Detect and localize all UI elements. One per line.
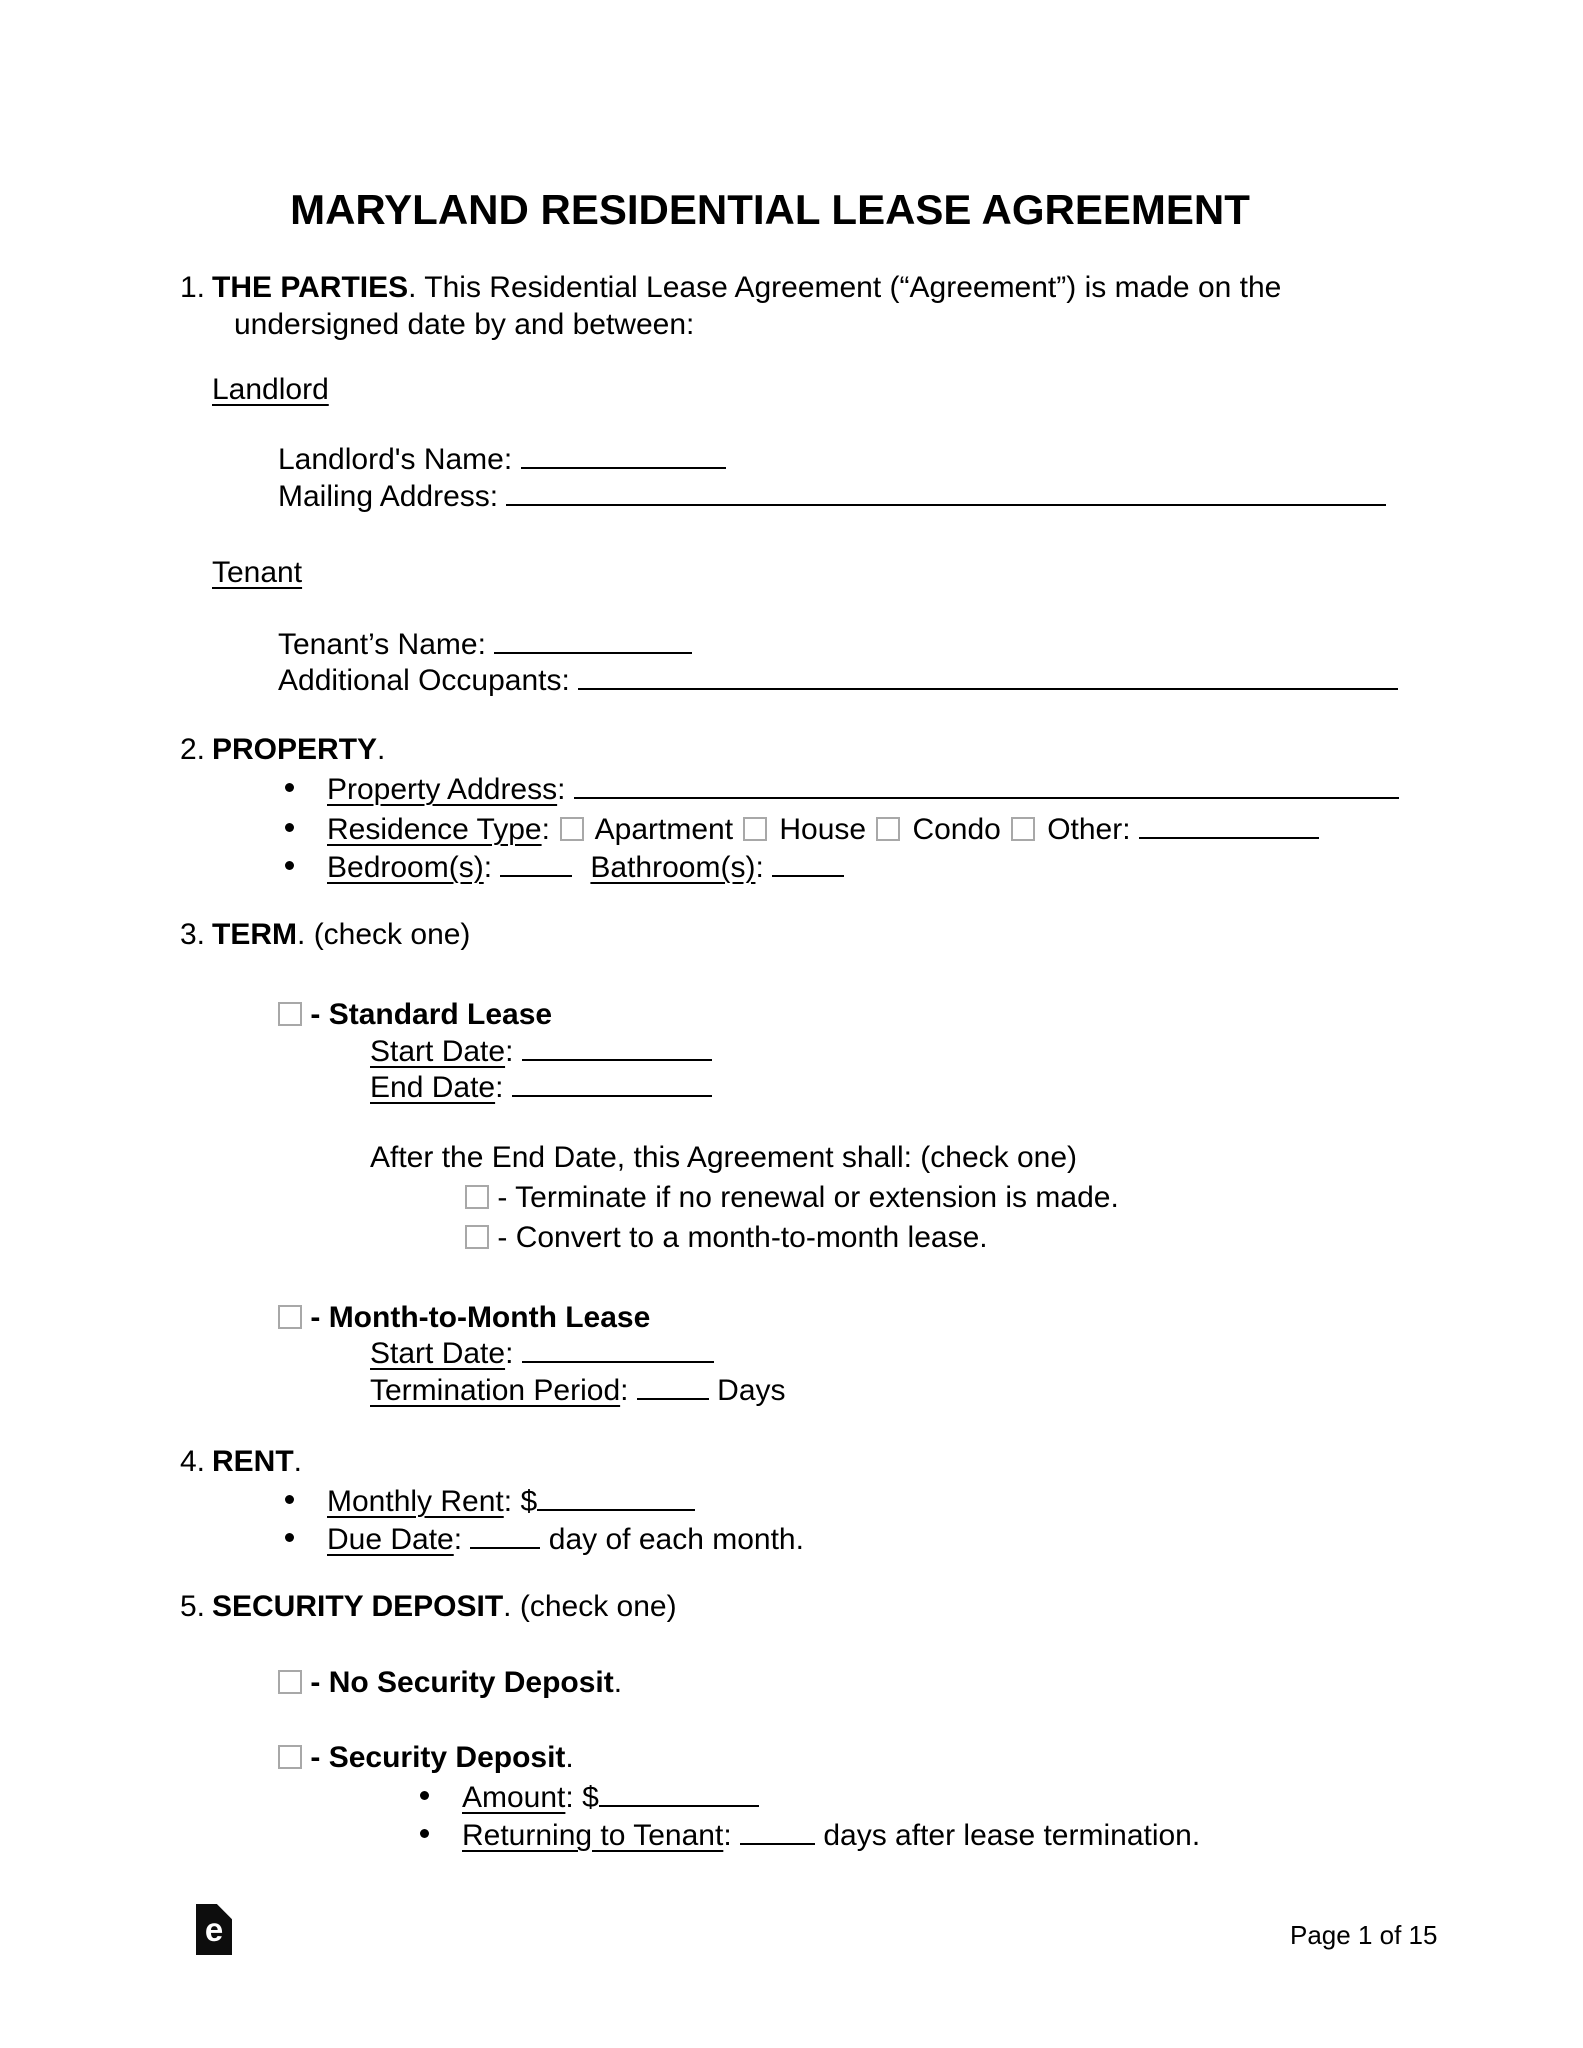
colon: : [453, 1523, 463, 1556]
condo-checkbox[interactable] [876, 817, 900, 841]
colon: : [477, 628, 486, 661]
parties-heading-row [180, 270, 1281, 306]
term-heading: TERM [212, 918, 297, 951]
terminate-option-row [465, 1180, 1119, 1216]
bullet-icon [420, 1829, 429, 1838]
security-deposit-label: Security Deposit [328, 1741, 566, 1774]
parties-heading: THE PARTIES [212, 271, 409, 304]
colon: : [503, 443, 513, 476]
returning-to-tenant-label: Returning to Tenant [462, 1819, 724, 1852]
bullet-icon [285, 1533, 294, 1542]
colon: : [1122, 813, 1131, 846]
standard-start-date-blank-field[interactable] [522, 1049, 712, 1061]
monthly-rent-label: Monthly Rent [327, 1485, 504, 1518]
term-heading-row [180, 917, 470, 953]
monthly-rent-blank-field[interactable] [537, 1499, 695, 1511]
no-security-deposit-checkbox[interactable] [278, 1670, 302, 1694]
term-heading-note: (check one) [313, 918, 471, 951]
eforms-logo [196, 1904, 232, 1955]
bullet-icon [285, 823, 294, 832]
landlord-address-row [278, 479, 1386, 515]
after-end-date-note: After the End Date, this Agreement shall: (check one) [370, 1141, 1078, 1174]
landlord-address-label: Mailing Address [278, 480, 490, 513]
rent-number: 4. [180, 1445, 206, 1478]
deposit-amount-row [420, 1780, 759, 1816]
landlord-heading: Landlord [212, 373, 329, 406]
condo-option-label: Condo [912, 813, 1001, 846]
colon: : [755, 851, 764, 884]
colon: : [503, 1485, 513, 1518]
bathrooms-label: Bathroom(s) [590, 851, 756, 884]
other-option-label: Other [1047, 813, 1123, 846]
security-deposit-checkbox[interactable] [278, 1745, 302, 1769]
term-number: 3. [180, 918, 206, 951]
tenant-name-label: Tenant’s Name [278, 628, 478, 661]
days-suffix: Days [717, 1374, 786, 1407]
standard-lease-row [278, 997, 552, 1033]
tenant-heading: Tenant [212, 556, 303, 589]
property-address-label: Property Address [327, 773, 558, 806]
m2m-start-date-row [370, 1336, 714, 1372]
property-address-blank-field[interactable] [574, 787, 1399, 799]
standard-lease-label: Standard Lease [328, 998, 553, 1031]
start-date-label: Start Date [370, 1035, 506, 1068]
convert-option-label: Convert to a month-to-month lease. [515, 1221, 988, 1254]
bathrooms-blank-field[interactable] [772, 865, 844, 877]
property-address-row [285, 772, 1399, 808]
colon: : [505, 1035, 514, 1068]
house-option-label: House [779, 813, 867, 846]
rent-heading: RENT [212, 1445, 294, 1478]
property-heading: PROPERTY [212, 733, 378, 766]
colon: : [483, 851, 493, 884]
residence-type-label: Residence Type [327, 813, 542, 846]
terminate-checkbox[interactable] [465, 1185, 489, 1209]
convert-option-row [465, 1220, 988, 1256]
deposit-heading-row [180, 1589, 677, 1625]
no-security-deposit-row [278, 1665, 622, 1701]
termination-period-label: Termination Period [370, 1374, 621, 1407]
additional-occupants-label: Additional Occupants [278, 664, 562, 697]
bullet-icon [285, 783, 294, 792]
period: . [293, 1445, 303, 1478]
termination-period-blank-field[interactable] [637, 1388, 709, 1400]
deposit-heading-note: (check one) [519, 1590, 677, 1623]
colon: : [541, 813, 550, 846]
tenant-heading-row [212, 555, 302, 591]
tenant-name-blank-field[interactable] [494, 642, 692, 654]
dash: - [497, 1221, 508, 1254]
deposit-heading: SECURITY DEPOSIT [212, 1590, 504, 1623]
standard-end-date-row [370, 1070, 712, 1106]
colon: : [489, 480, 499, 513]
period: . [297, 918, 306, 951]
end-date-label: End Date [370, 1071, 496, 1104]
dollar-sign: $ [520, 1485, 538, 1518]
bedrooms-bathrooms-row [285, 850, 844, 886]
colon: : [723, 1819, 732, 1852]
house-checkbox[interactable] [743, 817, 767, 841]
month-to-month-checkbox[interactable] [278, 1305, 302, 1329]
returning-to-tenant-row [420, 1818, 1200, 1854]
landlord-name-label: Landlord's Name [278, 443, 504, 476]
apartment-checkbox[interactable] [560, 817, 584, 841]
start-date-label: Start Date [370, 1337, 506, 1370]
standard-end-date-blank-field[interactable] [512, 1085, 712, 1097]
bullet-icon [285, 1495, 294, 1504]
due-date-row [285, 1522, 804, 1558]
apartment-option-label: Apartment [594, 813, 734, 846]
terminate-option-label: Terminate if no renewal or extension is made. [515, 1181, 1119, 1214]
dash: - [310, 1741, 321, 1774]
deposit-amount-blank-field[interactable] [599, 1795, 759, 1807]
period: . [377, 733, 386, 766]
page-number: Page 1 of 15 [1290, 1920, 1438, 1950]
tenant-name-row [278, 627, 692, 663]
m2m-start-date-blank-field[interactable] [522, 1351, 714, 1363]
parties-intro-line2: undersigned date by and between: [234, 308, 695, 341]
property-heading-row [180, 732, 385, 768]
deposit-amount-label: Amount [462, 1781, 566, 1814]
dash: - [310, 998, 321, 1031]
period: . [503, 1590, 512, 1623]
period: . [565, 1741, 574, 1774]
standard-start-date-row [370, 1034, 712, 1070]
month-to-month-label: Month-to-Month Lease [328, 1301, 651, 1334]
monthly-rent-row [285, 1484, 695, 1520]
bullet-icon [285, 861, 294, 870]
colon: : [505, 1337, 514, 1370]
additional-occupants-row [278, 663, 1398, 699]
convert-checkbox[interactable] [465, 1225, 489, 1249]
deposit-number: 5. [180, 1590, 206, 1623]
additional-occupants-blank-field[interactable] [578, 678, 1398, 690]
dash: - [497, 1181, 508, 1214]
dollar-sign: $ [582, 1781, 599, 1814]
standard-lease-checkbox[interactable] [278, 1002, 302, 1026]
parties-intro: . This Residential Lease Agreement (“Agreement”) is made on the [408, 271, 1282, 304]
bullet-icon [420, 1791, 429, 1800]
returning-days-blank-field[interactable] [740, 1833, 815, 1845]
dash: - [310, 1301, 321, 1334]
due-date-blank-field[interactable] [470, 1537, 540, 1549]
due-date-suffix: day of each month. [548, 1523, 804, 1556]
security-deposit-row [278, 1740, 574, 1776]
no-security-deposit-label: No Security Deposit [328, 1666, 614, 1699]
colon: : [495, 1071, 504, 1104]
colon: : [565, 1781, 574, 1814]
bedrooms-blank-field[interactable] [500, 865, 572, 877]
rent-heading-row [180, 1444, 302, 1480]
returning-suffix: days after lease termination. [823, 1819, 1201, 1852]
month-to-month-row [278, 1300, 650, 1336]
bedrooms-label: Bedroom(s) [327, 851, 484, 884]
page-title: MARYLAND RESIDENTIAL LEASE AGREEMENT [290, 186, 1250, 233]
eforms-logo-letter: e [204, 1911, 224, 1948]
colon: : [561, 664, 570, 697]
landlord-name-row [278, 442, 726, 478]
colon: : [620, 1374, 629, 1407]
landlord-address-blank-field[interactable] [506, 494, 1386, 506]
landlord-name-blank-field[interactable] [521, 457, 726, 469]
dash: - [310, 1666, 321, 1699]
other-type-blank-field[interactable] [1139, 827, 1319, 839]
period: . [613, 1666, 623, 1699]
parties-number: 1. [180, 271, 206, 304]
due-date-label: Due Date [327, 1523, 454, 1556]
termination-period-row [370, 1373, 786, 1409]
landlord-heading-row [212, 372, 329, 408]
property-number: 2. [180, 733, 206, 766]
residence-type-row [285, 812, 1319, 848]
other-checkbox[interactable] [1011, 817, 1035, 841]
colon: : [557, 773, 566, 806]
